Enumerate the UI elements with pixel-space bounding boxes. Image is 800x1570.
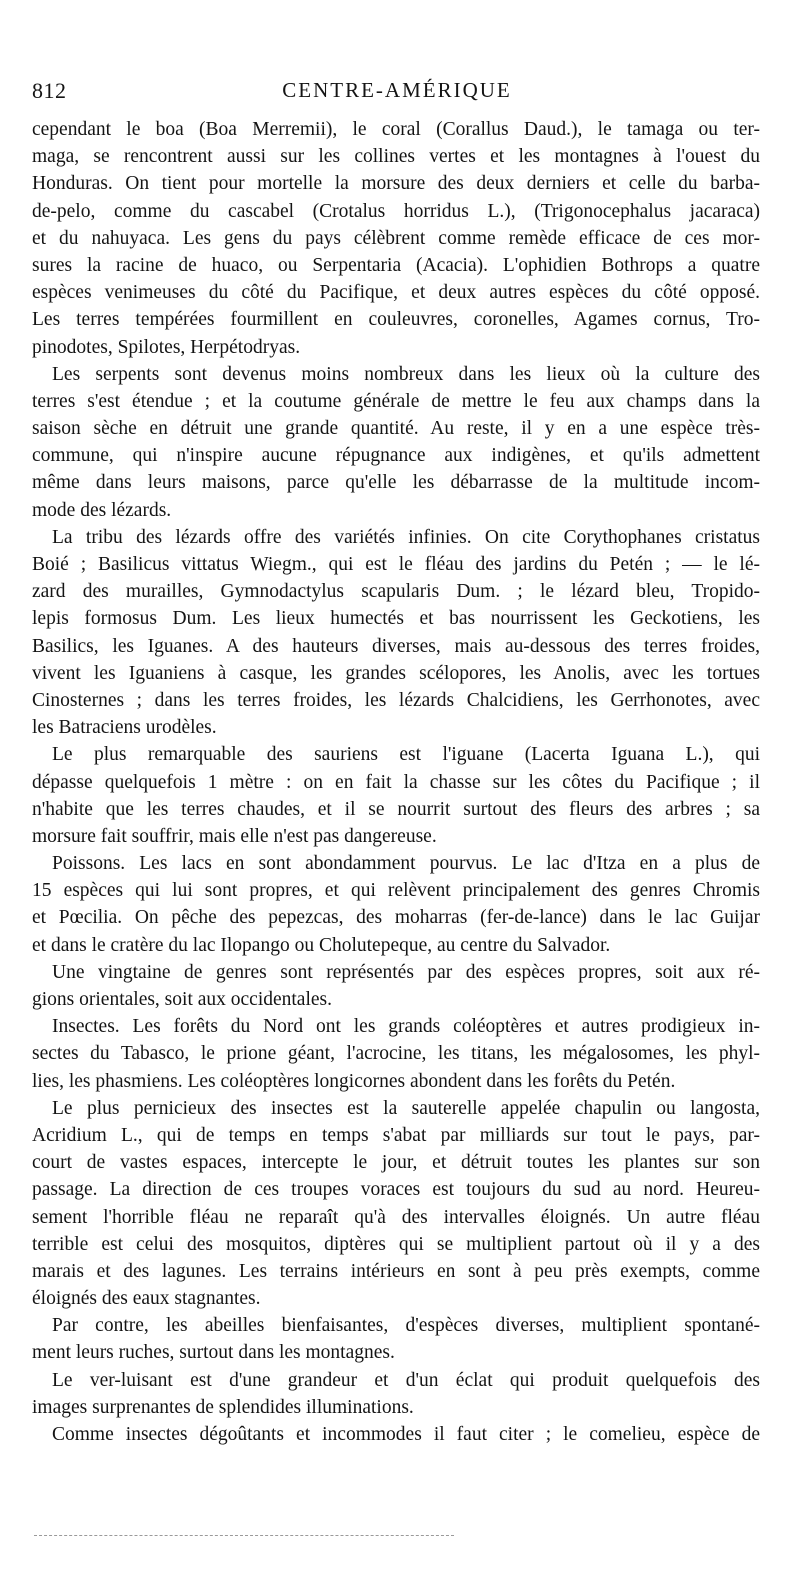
text-line: vivent les Iguaniens à casque, les grandes scélopores, les Anolis, avec les tortues	[32, 662, 760, 684]
text-line: sures la racine de huaco, ou Serpentaria (Acacia). L'ophidien Bothrops a quatre	[32, 254, 760, 276]
text-line: ment leurs ruches, surtout dans les montagnes.	[32, 1342, 395, 1364]
text-line: cependant le boa (Boa Merremii), le coral (Corallus Daud.), le tamaga ou ter-	[32, 119, 760, 140]
footer-rule	[34, 1535, 454, 1536]
text-line: marais et des lagunes. Les terrains intérieurs en sont à peu près exempts, comme	[32, 1260, 760, 1282]
page-header	[32, 78, 762, 108]
text-line: sement l'horrible fléau ne reparaît qu'à des intervalles éloignés. Un autre fléau	[32, 1206, 760, 1228]
text-line: Insectes. Les forêts du Nord ont les grands coléoptères et autres prodigieux in-	[52, 1016, 760, 1038]
text-line: Honduras. On tient pour mortelle la morsure des deux derniers et celle du barba-	[32, 173, 760, 195]
text-line: Cinosternes ; dans les terres froides, les lézards Chalcidiens, les Gerrhonotes, avec	[32, 689, 760, 711]
running-title: CENTRE-AMÉRIQUE	[282, 78, 512, 102]
text-line: zard des murailles, Gymnodactylus scapularis Dum. ; le lézard bleu, Tropido-	[32, 581, 760, 603]
text-line: passage. La direction de ces troupes voraces est toujours du sud au nord. Heureu-	[32, 1179, 760, 1201]
text-line: Une vingtaine de genres sont représentés par des espèces propres, soit aux ré-	[52, 961, 760, 983]
text-line: de-pelo, comme du cascabel (Crotalus horridus L.), (Trigonocephalus jacaraca)	[32, 200, 760, 222]
text-line: lies, les phasmiens. Les coléoptères longicornes abondent dans les forêts du Petén.	[32, 1070, 676, 1092]
text-line: et Pœcilia. On pêche des pepezcas, des moharras (fer-de-lance) dans le lac Guijar	[32, 907, 760, 929]
text-line: La tribu des lézards offre des variétés infinies. On cite Corythophanes cristatus	[52, 526, 760, 548]
text-line: Poissons. Les lacs en sont abondamment pourvus. Le lac d'Itza en a plus de	[52, 853, 760, 875]
text-line: gions orientales, soit aux occidentales.	[32, 989, 333, 1010]
text-line: commune, qui n'inspire aucune répugnance aux indigènes, et qu'ils admettent	[32, 445, 760, 467]
text-line: maga, se rencontrent aussi sur les collines vertes et les montagnes à l'ouest du	[32, 146, 760, 168]
text-line: Comme insectes dégoûtants et incommodes il faut citer ; le comelieu, espèce de	[52, 1424, 760, 1445]
text-line: court de vastes espaces, intercepte le jour, et détruit toutes les plantes sur son	[32, 1152, 760, 1174]
text-line: morsure fait souffrir, mais elle n'est pas dangereuse.	[32, 825, 437, 847]
text-line: n'habite que les terres chaudes, et il se nourrit surtout des fleurs des arbres ; sa	[32, 798, 760, 820]
text-line: lepis formosus Dum. Les lieux humectés et bas nourrissent les Geckotiens, les	[32, 608, 760, 630]
text-line: Le plus remarquable des sauriens est l'iguane (Lacerta Iguana L.), qui	[52, 744, 760, 766]
text-line: images surprenantes de splendides illuminations.	[32, 1396, 414, 1418]
text-line: saison sèche en détruit une grande quantité. Au reste, il y en a une espèce très-	[32, 418, 760, 440]
text-line: éloignés des eaux stagnantes.	[32, 1288, 261, 1310]
text-line: espèces venimeuses du côté du Pacifique, et deux autres espèces du côté opposé.	[32, 282, 760, 304]
text-line: 15 espèces qui lui sont propres, et qui relèvent principalement des genres Chromis	[32, 880, 760, 902]
text-line: Les serpents sont devenus moins nombreux dans les lieux où la culture des	[52, 363, 760, 385]
text-line: les Batraciens urodèles.	[32, 717, 217, 739]
body-text	[32, 116, 760, 1448]
text-line: Boié ; Basilicus vittatus Wiegm., qui est le fléau des jardins du Petén ; — le lé-	[32, 554, 760, 575]
text-line: même dans leurs maisons, parce qu'elle les débarrasse de la multitude incom-	[32, 472, 760, 494]
text-line: Basilics, les Iguanes. A des hauteurs diverses, mais au-dessous des terres froides,	[32, 635, 760, 657]
text-line: Le ver-luisant est d'une grandeur et d'un éclat qui produit quelquefois des	[52, 1369, 760, 1391]
page-number: 812	[32, 78, 67, 103]
text-line: terrible est celui des mosquitos, diptères qui se multiplient partout où il y a des	[32, 1233, 760, 1255]
text-line: Le plus pernicieux des insectes est la sauterelle appelée chapulin ou langosta,	[52, 1097, 760, 1119]
text-line: Par contre, les abeilles bienfaisantes, d'espèces diverses, multiplient spontané-	[52, 1315, 760, 1337]
text-line: Acridium L., qui de temps en temps s'abat par milliards sur tout le pays, par-	[32, 1124, 760, 1146]
text-line: Les terres tempérées fourmillent en couleuvres, coronelles, Agames cornus, Tro-	[32, 309, 760, 331]
text-line: mode des lézards.	[32, 499, 172, 521]
text-line: et du nahuyaca. Les gens du pays célèbrent comme remède efficace de ces mor-	[32, 227, 760, 249]
text-line: dépasse quelquefois 1 mètre : on en fait la chasse sur les côtes du Pacifique ; il	[32, 771, 760, 793]
text-line: pinodotes, Spilotes, Herpétodryas.	[32, 336, 301, 358]
text-line: terres s'est étendue ; et la coutume générale de mettre le feu aux champs dans la	[32, 390, 760, 412]
text-line: et dans le cratère du lac Ilopango ou Cholutepeque, au centre du Salvador.	[32, 934, 611, 956]
text-line: sectes du Tabasco, le prione géant, l'acrocine, les titans, les mégalosomes, les phyl-	[32, 1043, 760, 1065]
